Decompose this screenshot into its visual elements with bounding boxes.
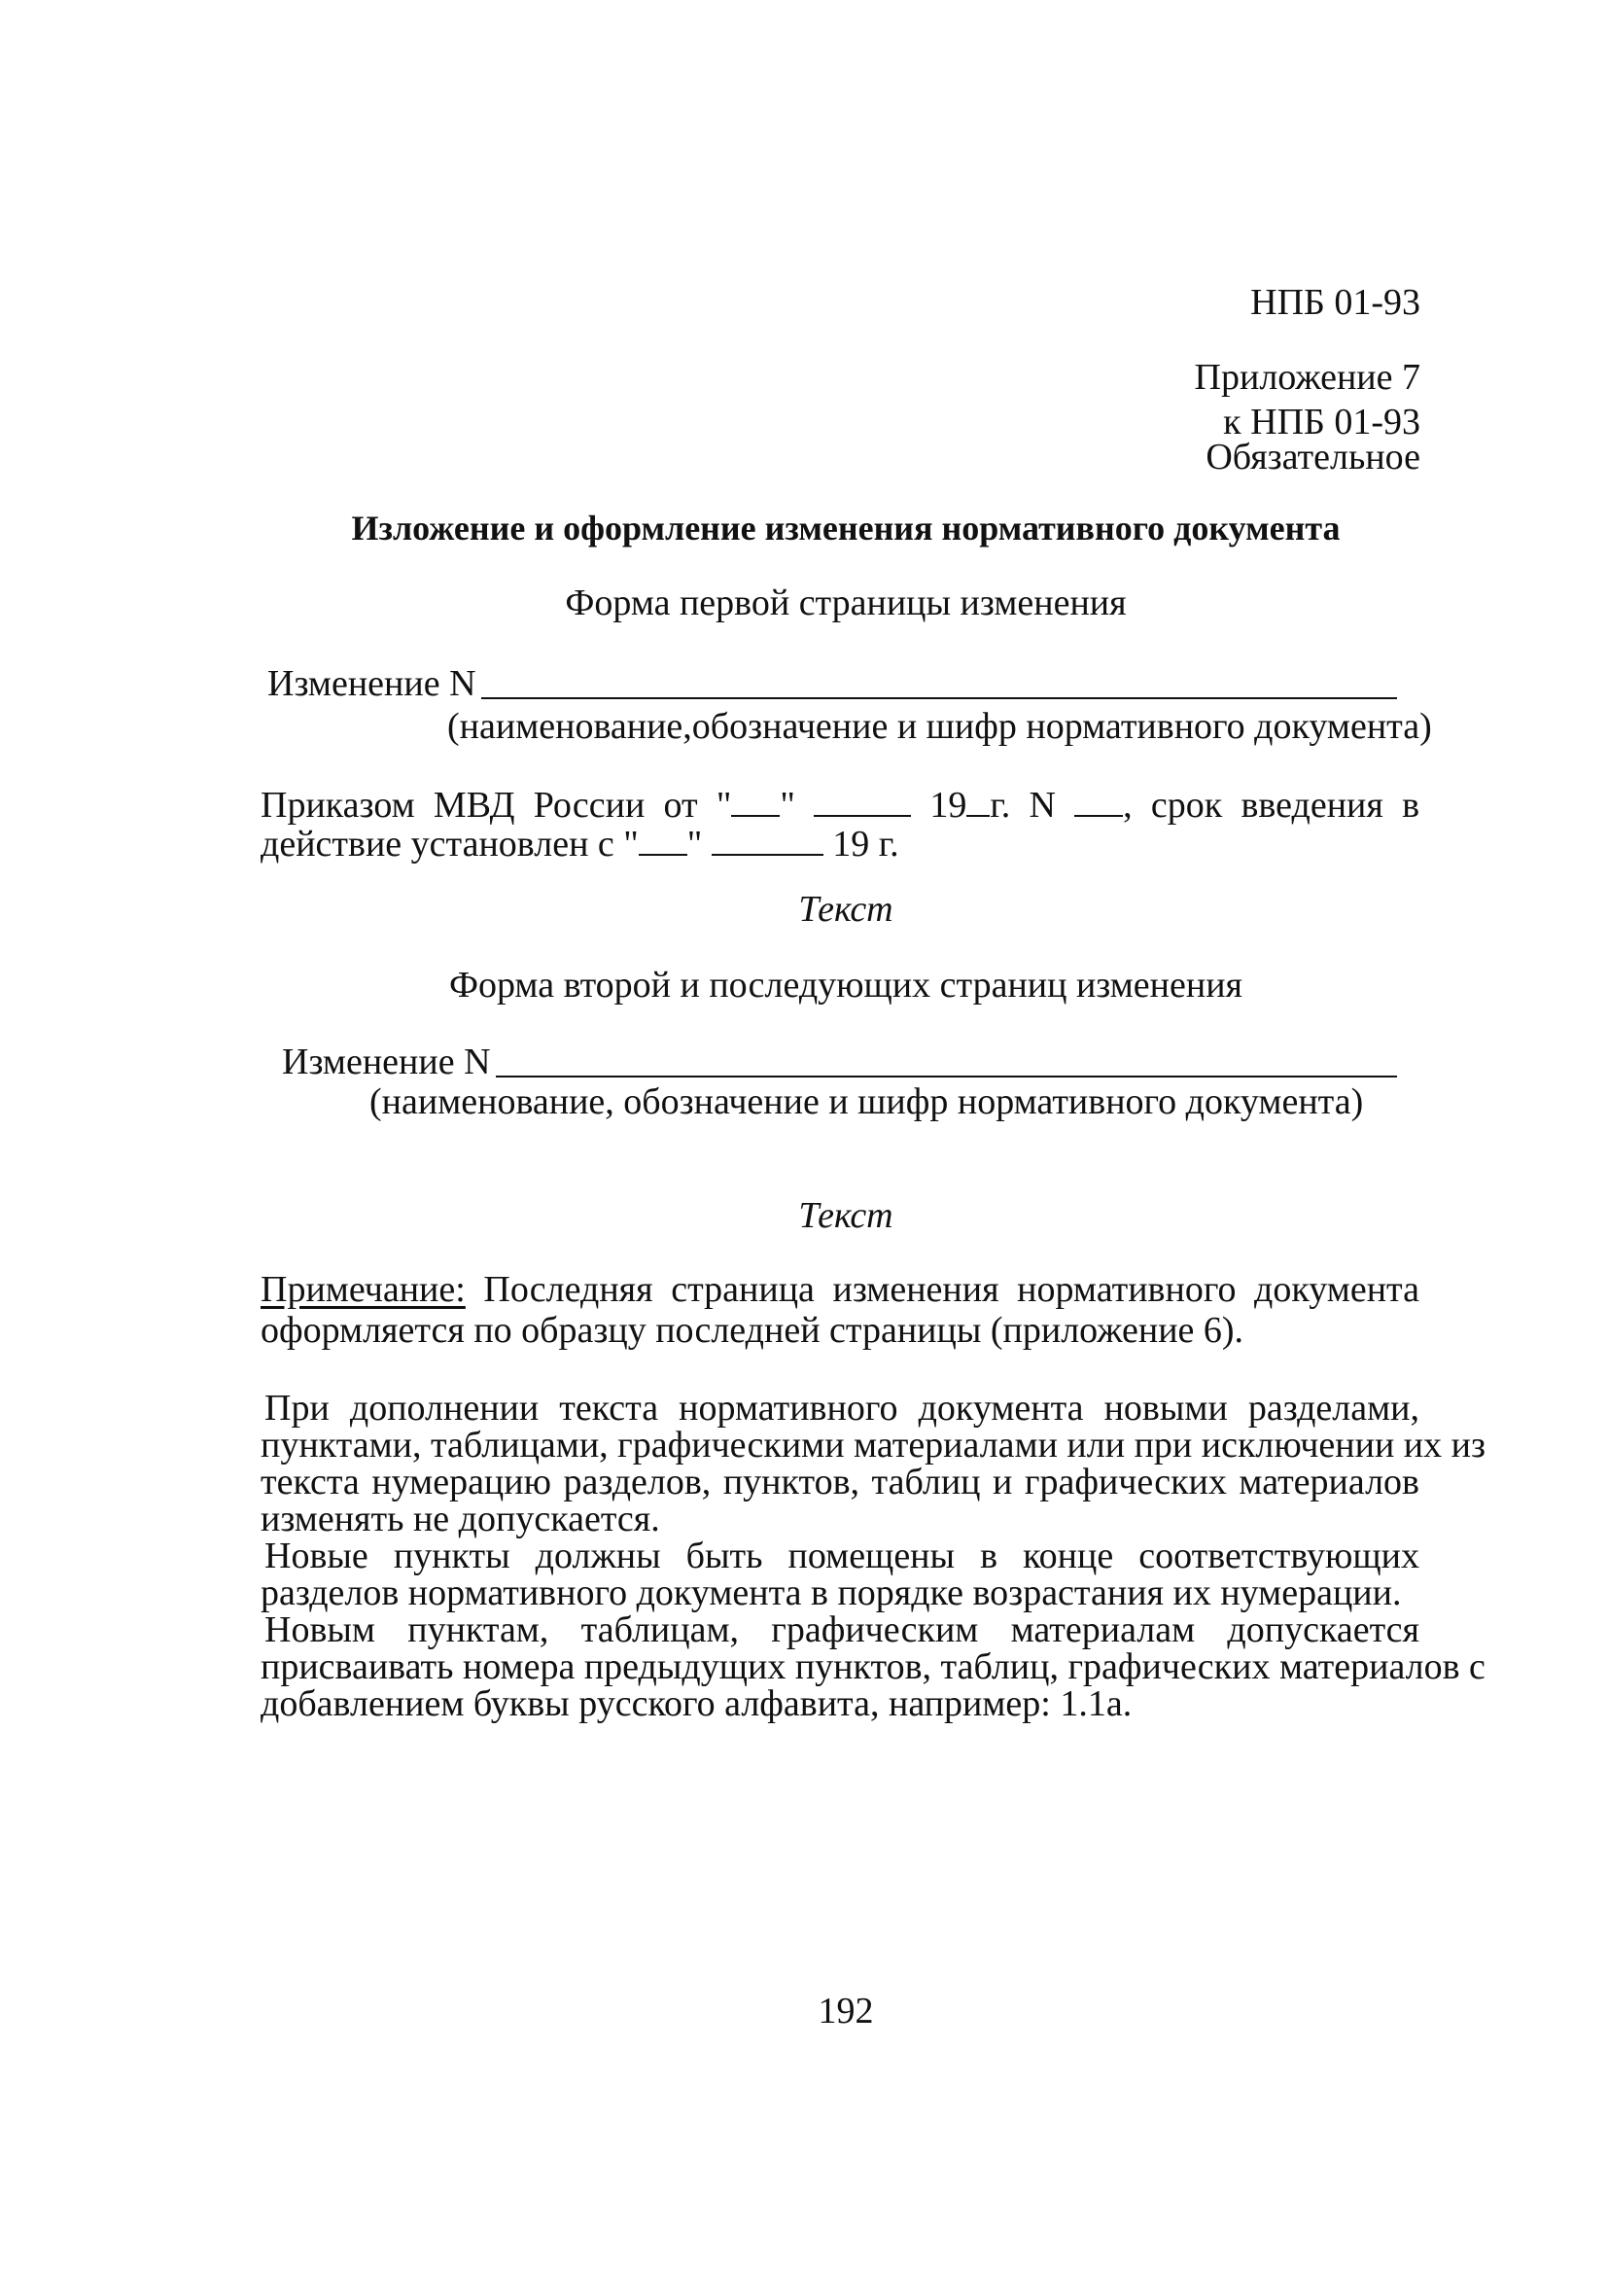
page-number: 192 xyxy=(818,1991,874,2031)
paragraph-3-line-2: присваивать номера предыдущих пунктов, таблиц, графических материалов с xyxy=(261,1646,1486,1687)
order-month-blank xyxy=(814,778,911,817)
paragraph-1-line-3: текста нумерацию разделов, пунктов, таблиц и графических материалов xyxy=(261,1462,1419,1502)
effective-month-blank xyxy=(712,817,823,856)
page-title: Изложение и оформление изменения нормативного документа xyxy=(351,509,1341,548)
paragraph-2-line-2: разделов нормативного документа в порядке возрастания их нумерации. xyxy=(261,1572,1402,1613)
paragraph-2-line-1: Новые пункты должны быть помещены в конце соответствующих xyxy=(264,1536,1419,1576)
order-number-blank xyxy=(1074,778,1123,817)
first-change-blank xyxy=(481,697,1397,699)
order-text-3: , срок введения в xyxy=(1123,785,1420,826)
document-code: НПБ 01-93 xyxy=(1250,282,1420,323)
order2-year: 19 г. xyxy=(832,824,899,865)
appendix-status: Обязательное xyxy=(1206,437,1420,477)
order2-text-2: " xyxy=(686,824,703,865)
second-change-blank xyxy=(496,1076,1397,1077)
order-year-blank xyxy=(966,778,990,817)
effective-day-blank xyxy=(639,817,687,856)
appendix-number: Приложение 7 xyxy=(1194,357,1420,398)
paragraph-1-line-2: пунктами, таблицами, графическими материалами или при исключении их из xyxy=(261,1425,1486,1466)
note-label: Примечание: xyxy=(261,1269,466,1310)
first-text-label: Текст xyxy=(798,889,893,930)
order2-text-1: действие установлен с " xyxy=(261,824,639,865)
note-line-2: оформляется по образцу последней страницы (приложение 6). xyxy=(261,1310,1244,1351)
order-text-2: " xyxy=(780,785,795,826)
order-number-label: г. N xyxy=(990,785,1056,826)
paragraph-3-line-1: Новым пунктам, таблицам, графическим материалам допускается xyxy=(264,1609,1419,1650)
paragraph-1-line-4: изменять не допускается. xyxy=(261,1499,660,1539)
order-line-2 xyxy=(261,817,899,866)
order-year-prefix: 19 xyxy=(929,785,967,826)
second-form-heading: Форма второй и последующих страниц изменения xyxy=(448,965,1243,1006)
second-change-label: Изменение N xyxy=(282,1042,491,1082)
order-day-blank xyxy=(731,778,780,817)
note-text-1: Последняя страница изменения нормативного документа xyxy=(483,1269,1419,1310)
paragraph-3-line-3: добавлением буквы русского алфавита, например: 1.1а. xyxy=(261,1683,1133,1724)
order-text-1: Приказом МВД России от " xyxy=(261,785,732,826)
first-form-heading: Форма первой страницы изменения xyxy=(565,583,1127,623)
second-text-label: Текст xyxy=(798,1195,893,1236)
note-line-1 xyxy=(261,1267,1419,1312)
paragraph-1-line-1: При дополнении текста нормативного документа новыми разделами, xyxy=(264,1388,1419,1429)
second-change-caption: (наименование, обозначение и шифр нормативного документа) xyxy=(369,1081,1364,1122)
appendix-reference: к НПБ 01-93 xyxy=(1223,402,1420,442)
first-change-label: Изменение N xyxy=(267,663,476,704)
first-change-caption: (наименование,обозначение и шифр нормативного документа) xyxy=(447,706,1432,747)
